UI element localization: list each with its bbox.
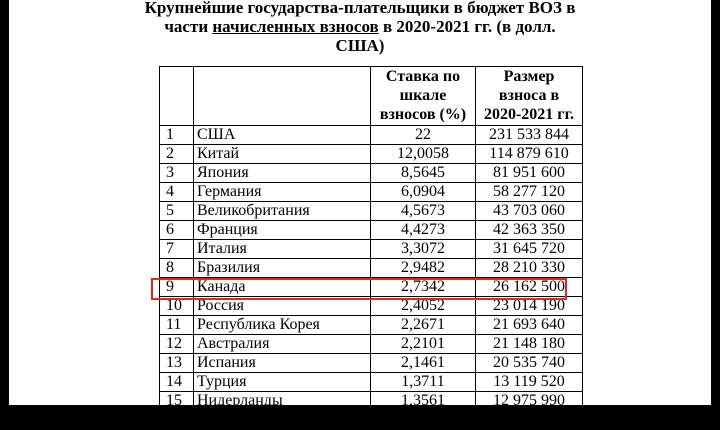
row-amount: 31 645 720 [476, 240, 583, 259]
row-rate: 4,4273 [371, 221, 476, 240]
row-amount: 21 693 640 [476, 316, 583, 335]
header-rate-line: взносов (%) [379, 106, 467, 123]
contributions-table [159, 66, 583, 430]
row-country: Россия [194, 297, 371, 316]
row-country: Испания [194, 354, 371, 373]
row-rate: 2,4052 [371, 297, 476, 316]
header-country [194, 67, 371, 126]
row-rate: 1,3561 [371, 392, 476, 411]
row-country: Австралия [194, 335, 371, 354]
header-num [160, 67, 194, 126]
row-num: 7 [160, 240, 194, 259]
row-num: 15 [160, 392, 194, 411]
header-amount-line: 2020-2021 гг. [483, 106, 575, 123]
row-num: 13 [160, 354, 194, 373]
row-amount: 13 119 520 [476, 373, 583, 392]
row-rate: 2,1461 [371, 354, 476, 373]
row-country: Турция [194, 373, 371, 392]
table-row [160, 183, 583, 202]
header-amount [476, 67, 583, 126]
row-rate: 2,2671 [371, 316, 476, 335]
title-underlined: начисленных взносов [212, 17, 379, 36]
row-amount: 43 703 060 [476, 202, 583, 221]
row-rate: 6,0904 [371, 183, 476, 202]
title-line-2 [9, 17, 711, 36]
row-amount: 26 162 500 [476, 278, 583, 297]
table-row [160, 240, 583, 259]
row-amount: 42 363 350 [476, 221, 583, 240]
row-amount: 28 210 330 [476, 259, 583, 278]
table-row [160, 126, 583, 145]
row-rate: 2,2101 [371, 335, 476, 354]
header-rate-line: шкале [399, 87, 447, 104]
table-row [160, 259, 583, 278]
row-num: 2 [160, 145, 194, 164]
highlight-box [151, 278, 567, 300]
row-num: 11 [160, 316, 194, 335]
header-rate [371, 67, 476, 126]
row-rate: 12,0058 [371, 145, 476, 164]
table-header-row [160, 67, 583, 126]
row-num: 10 [160, 297, 194, 316]
row-num: 16 [160, 411, 194, 430]
table-row [160, 335, 583, 354]
row-rate: 8,5645 [371, 164, 476, 183]
row-num: 8 [160, 259, 194, 278]
header-amount-line: взноса в [498, 87, 560, 104]
row-num: 5 [160, 202, 194, 221]
table-row [160, 392, 583, 411]
row-country: США [194, 126, 371, 145]
row-country: Китай [194, 145, 371, 164]
row-amount: 231 533 844 [476, 126, 583, 145]
row-rate: 22 [371, 126, 476, 145]
table-row [160, 164, 583, 183]
row-country: Республика Корея [194, 316, 371, 335]
row-rate: 1,2921 [371, 411, 476, 430]
table-row [160, 202, 583, 221]
document-title [9, 0, 711, 55]
row-num: 14 [160, 373, 194, 392]
row-num: 9 [160, 278, 194, 297]
table-row [160, 373, 583, 392]
row-country: Великобритания [194, 202, 371, 221]
row-rate: 1,3711 [371, 373, 476, 392]
row-num: 1 [160, 126, 194, 145]
table-row [160, 411, 583, 430]
title-line-3: США) [335, 36, 385, 55]
document-page [9, 0, 711, 428]
row-rate: 2,9482 [371, 259, 476, 278]
row-amount: 20 535 740 [476, 354, 583, 373]
table-row [160, 145, 583, 164]
title-line-2-post: в 2020-2021 гг. (в долл. [378, 17, 556, 36]
row-num: 12 [160, 335, 194, 354]
row-rate: 4,5673 [371, 202, 476, 221]
row-amount: 81 951 600 [476, 164, 583, 183]
header-rate-line: Ставка по [385, 68, 461, 85]
row-rate: 2,7342 [371, 278, 476, 297]
row-num: 3 [160, 164, 194, 183]
title-line-1: Крупнейшие государства-плательщики в бюджет ВОЗ в [144, 0, 576, 17]
table-row [160, 316, 583, 335]
row-country: Нидерланды [194, 392, 371, 411]
row-num: 6 [160, 221, 194, 240]
row-country: Германия [194, 183, 371, 202]
header-amount-line: Размер [503, 68, 555, 85]
row-num: 4 [160, 183, 194, 202]
row-amount: 12 975 990 [476, 392, 583, 411]
row-amount: 21 148 180 [476, 335, 583, 354]
row-country: Мексика [194, 411, 371, 430]
row-amount: 114 879 610 [476, 145, 583, 164]
row-amount: 58 277 120 [476, 183, 583, 202]
table-row [160, 221, 583, 240]
title-line-2-pre: части [164, 17, 213, 36]
row-amount: 12 363 550 [476, 411, 583, 430]
row-country: Италия [194, 240, 371, 259]
row-amount: 23 014 190 [476, 297, 583, 316]
row-country: Япония [194, 164, 371, 183]
row-country: Канада [194, 278, 371, 297]
row-rate: 3,3072 [371, 240, 476, 259]
row-country: Франция [194, 221, 371, 240]
table-row [160, 354, 583, 373]
row-country: Бразилия [194, 259, 371, 278]
